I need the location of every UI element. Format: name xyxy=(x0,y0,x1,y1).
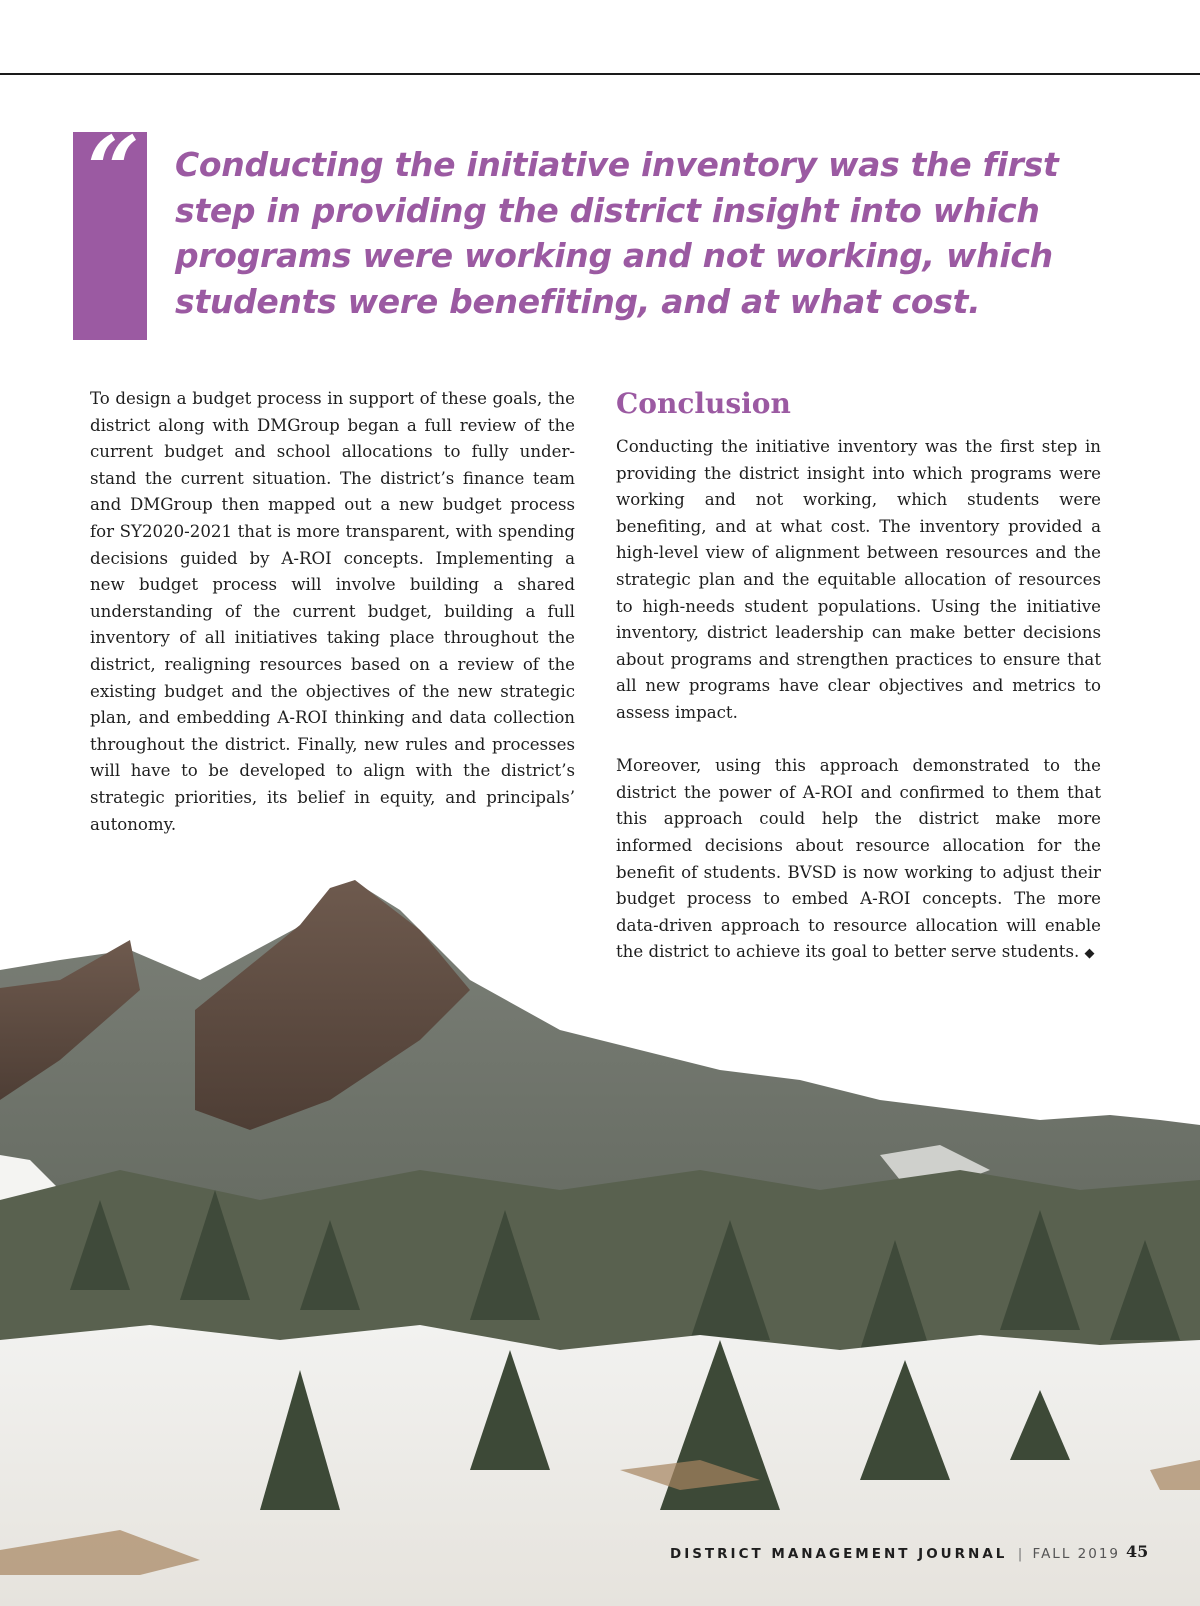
pull-quote: Conducting the initiative inventory was the first step in providing the district insight into which programs were working and not working, which students were benefiting, and at what cost. xyxy=(175,145,1059,321)
top-rule xyxy=(0,73,1200,75)
page-number: 45 xyxy=(1126,1542,1149,1561)
conclusion-paragraph-1: Conducting the initiative inventory was the first step in providing the district insight into which programs were working and not working, which students were benefiting, and at what cost. The inventory provided a high-level view of alignment between resources and the strategic plan and the equitable allocation of resources to high-needs student populations. Using the initiative inventory, district leadership can make better decisions about programs and strengthen practices to ensure that all new programs have clear objectives and metrics to assess impact. xyxy=(616,437,1101,722)
footer-journal-title: DISTRICT MANAGEMENT JOURNAL xyxy=(669,1546,1008,1562)
pull-quote-bar xyxy=(73,116,147,340)
footer-separator: | xyxy=(1017,1546,1023,1562)
left-column-body: To design a budget process in support of these goals, the district along with DMGroup began a full review of the current budget and school allocations to fully under-stand the current situation. The district’s finance team and DMGroup then mapped out a new budget process for SY2020-2021 that is more transparent, with spending decisions guided by A-ROI concepts. Implementing a new budget process will involve building a shared understanding of the current budget, building a full inventory of all initiatives taking place throughout the district, realigning resources based on a review of the existing budget and the objectives of the new strategic plan, and embedding A-ROI thinking and data collection throughout the district. Finally, new rules and processes will have to be developed to align with the district’s strategic priorities, its belief in equity, and principals’ autonomy. xyxy=(90,389,575,834)
quote-mark-icon: “ xyxy=(87,116,140,224)
conclusion-paragraph-2: Moreover, using this approach demonstrated to the district the power of A-ROI and confirmed to them that this approach could help the district make more informed decisions about resource allocation for the benefit of students. BVSD is now working to adjust their budget process to embed A-ROI concepts. The more data-driven approach to resource allocation will enable the district to achieve its goal to better serve students. ◆ xyxy=(616,756,1101,962)
conclusion-heading: Conclusion xyxy=(616,387,791,420)
page-footer xyxy=(670,1546,1120,1562)
footer-issue: FALL 2019 xyxy=(1032,1546,1120,1562)
conclusion-body xyxy=(616,434,1101,994)
end-mark-icon: ◆ xyxy=(1084,946,1095,962)
